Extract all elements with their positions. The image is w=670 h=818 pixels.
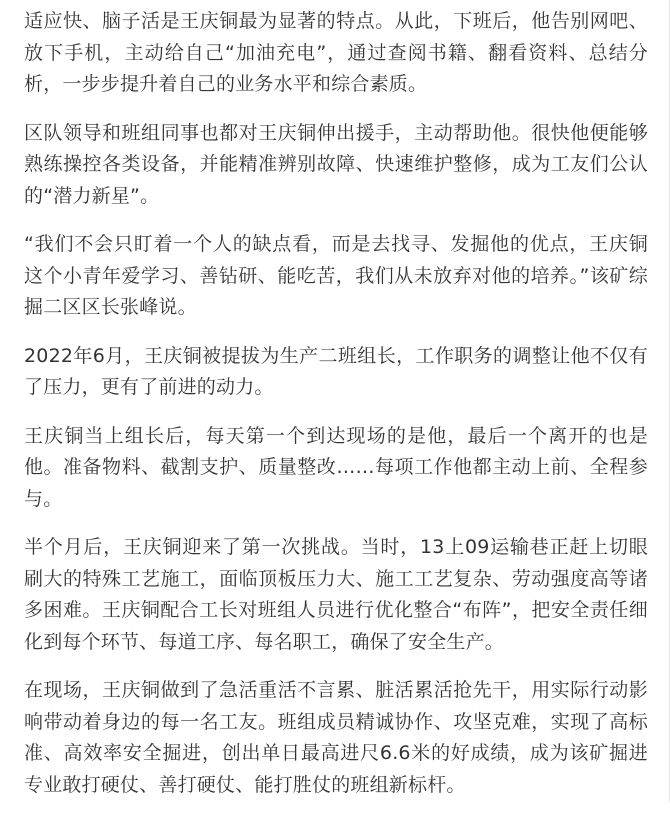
paragraph: 区队领导和班组同事也都对王庆铜伸出援手，主动帮助他。很快他便能够熟练操控各类设备，并能精准辨别故障、快速维护整修，成为工友们公认的“潜力新星”。 (24, 121, 648, 207)
paragraph: 在现场，王庆铜做到了急活重活不言累、脏活累活抢先干，用实际行动影响带动着身边的每一名工友。班组成员精诚协作、攻坚克难，实现了高标准、高效率安全掘进，创出单日最高进尺6.6米的好成绩，成为该矿掘进专业敢打硬仗、善打硬仗、能打胜仗的班组新标杆。 (24, 679, 648, 796)
paragraph: 王庆铜当上组长后，每天第一个到达现场的是他，最后一个离开的也是他。准备物料、截割支护、质量整改……每项工作他都主动上前、全程参与。 (24, 424, 648, 510)
paragraph: “我们不会只盯着一个人的缺点看，而是去找寻、发掘他的优点，王庆铜这个小青年爱学习、善钻研、能吃苦，我们从未放弃对他的培养。”该矿综掘二区区长张峰说。 (24, 233, 648, 318)
paragraph: 适应快、脑子活是王庆铜最为显著的特点。从此，下班后，他告别网吧、放下手机，主动给自己“加油充电”，通过查阅书籍、翻看资料、总结分析，一步步提升着自己的业务水平和综合素质。 (24, 10, 648, 95)
paragraph: 2022年6月，王庆铜被提拔为生产二班组长，工作职务的调整让他不仅有了压力，更有了前进的动力。 (24, 344, 648, 398)
article-body (24, 6, 648, 818)
paragraph: 半个月后，王庆铜迎来了第一次挑战。当时，13上09运输巷正赶上切眼刷大的特殊工艺施工，面临顶板压力大、施工工艺复杂、劳动强度高等诸多困难。王庆铜配合工长对班组人员进行优化整合“布阵”，把安全责任细化到每个环节、每道工序、每名职工，确保了安全生产。 (24, 536, 648, 653)
